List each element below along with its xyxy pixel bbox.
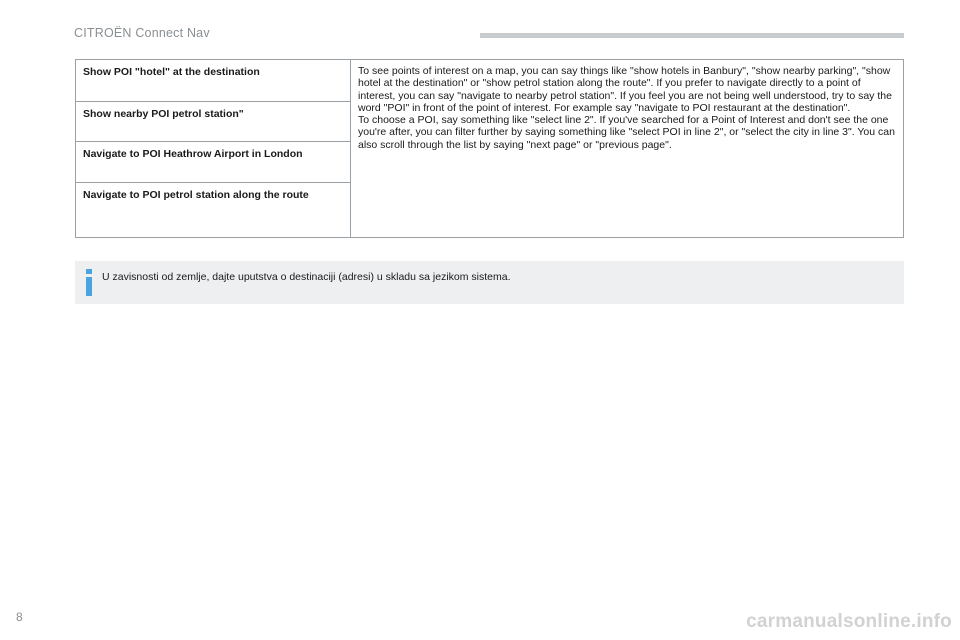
description-cell [351,60,903,237]
command-column [76,60,351,237]
command-cell: Show nearby POI petrol station" [76,102,350,142]
note-text: U zavisnosti od zemlje, dajte uputstva o destinaciji (adresi) u skladu sa jezikom sistema. [102,271,511,283]
watermark: carmanualsonline.info [746,611,952,632]
command-cell: Show POI "hotel" at the destination [76,60,350,102]
page-header-title: CITROËN Connect Nav [74,26,210,40]
header-divider-bar [480,33,904,38]
description-paragraph: To see points of interest on a map, you can say things like "show hotels in Banbury", "show nearby parking", "show hotel at the destination" or "show petrol station along the route". If you prefer to navigate directly to a point of interest, you can say "navigate to nearby petrol station". If you feel you are not being well understood, try to say the word "POI" in front of the point of interest. For example say "navigate to POI restaurant at the destination". [358,65,892,114]
info-icon [84,269,94,296]
voice-command-table [75,59,904,238]
description-paragraph: To choose a POI, say something like "select line 2". If you've searched for a Point of Interest and don't see the one you're after, you can filter further by saying something like "select POI in line 2", or "select the city in line 3". You can also scroll through the list by saying "next page" or "previous page". [358,114,895,151]
info-note [75,261,904,304]
page-number: 8 [16,610,23,624]
command-cell: Navigate to POI petrol station along the route [83,189,309,201]
command-cell: Navigate to POI Heathrow Airport in London [76,142,350,183]
